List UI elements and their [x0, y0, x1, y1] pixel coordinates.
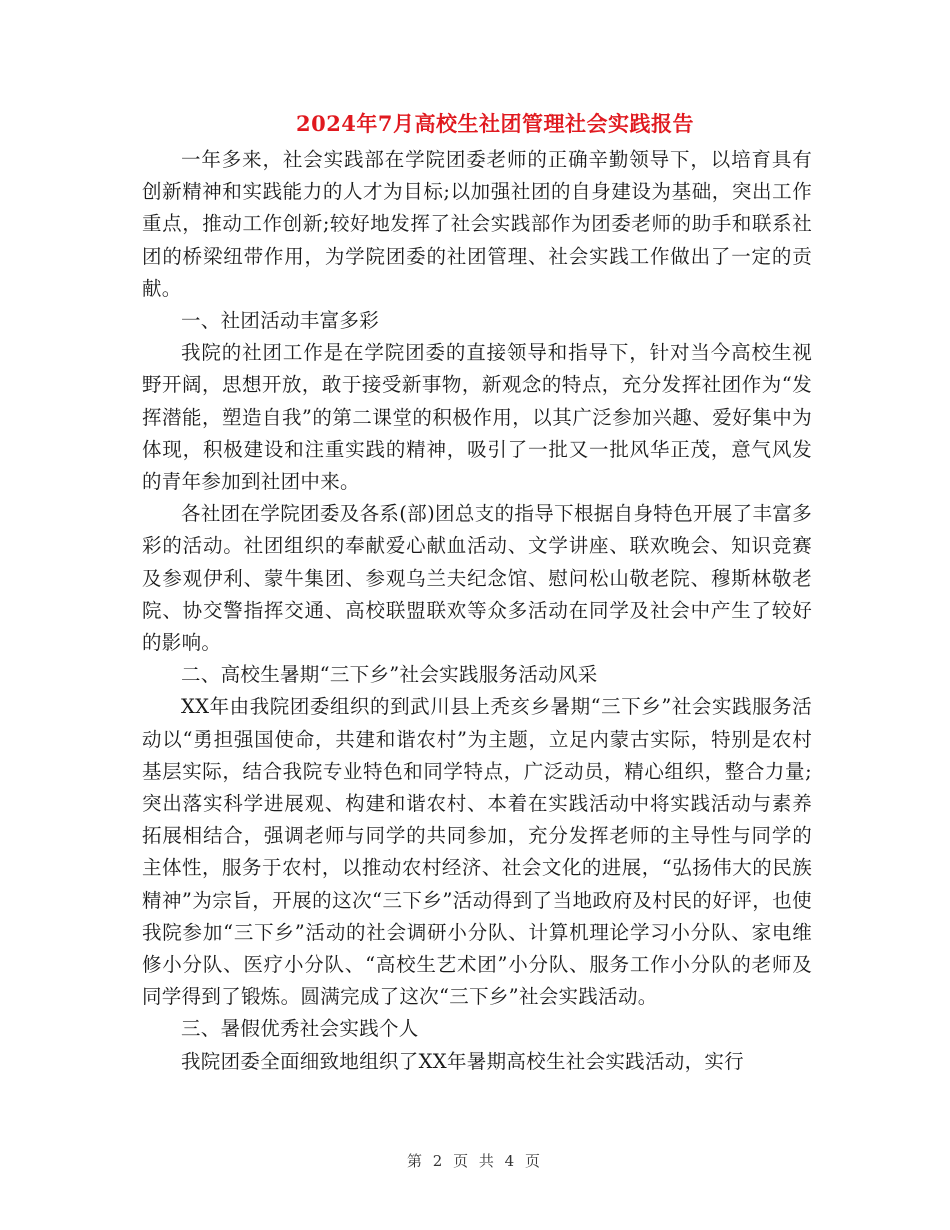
- document-title: 2024年7月高校生社团管理社会实践报告: [295, 111, 695, 136]
- document-body: [142, 144, 812, 1078]
- section-heading-1: 一、社团活动丰富多彩: [181, 309, 380, 333]
- paragraph-section-2: XX年由我院团委组织的到武川县上秃亥乡暑期“三下乡”社会实践服务活动以“勇担强国使命，共建和谐农村”为主题，立足内蒙古实际，特别是农村基层实际，结合我院专业特色和同学特点，广泛动员，精心组织，整合力量;突出落实科学进展观、构建和谐农村、本着在实践活动中将实践活动与素养拓展相结合，强调老师与同学的共同参加，充分发挥老师的主导性与同学的主体性，服务于农村，以推动农村经济、社会文化的进展，“弘扬伟大的民族精神”为宗旨，开展的这次“三下乡”活动得到了当地政府及村民的好评，也使我院参加“三下乡”活动的社会调研小分队、计算机理论学习小分队、家电维修小分队、医疗小分队、“高校生艺术团”小分队、服务工作小分队的老师及同学得到了锻炼。圆满完成了这次“三下乡”社会实践活动。: [142, 695, 812, 1009]
- paragraph-intro: 一年多来，社会实践部在学院团委老师的正确辛勤领导下，以培育具有创新精神和实践能力的人才为目标;以加强社团的自身建设为基础，突出工作重点，推动工作创新;较好地发挥了社会实践部作为团委老师的助手和联系社团的桥梁纽带作用，为学院团委的社团管理、社会实践工作做出了一定的贡献。: [142, 148, 812, 300]
- paragraph-section-1b: 各社团在学院团委及各系(部)团总支的指导下根据自身特色开展了丰富多彩的活动。社团组织的奉献爱心献血活动、文学讲座、联欢晚会、知识竞赛及参观伊利、蒙牛集团、参观乌兰夫纪念馆、慰问松山敬老院、穆斯林敬老院、协交警指挥交通、高校联盟联欢等众多活动在同学及社会中产生了较好的影响。: [142, 502, 812, 655]
- section-heading-3: 三、暑假优秀社会实践个人: [181, 1017, 419, 1041]
- page-number-footer: 第 2 页 共 4 页: [407, 1152, 543, 1170]
- paragraph-section-1a: 我院的社团工作是在学院团委的直接领导和指导下，针对当今高校生视野开阔，思想开放，敢于接受新事物，新观念的特点，充分发挥社团作为“发挥潜能，塑造自我”的第二课堂的积极作用，以其广泛参加兴趣、爱好集中为体现，积极建设和注重实践的精神，吸引了一批又一批风华正茂，意气风发的青年参加到社团中来。: [142, 341, 812, 494]
- paragraph-section-3: 我院团委全面细致地组织了XX年暑期高校生社会实践活动，实行: [181, 1049, 744, 1073]
- section-heading-2: 二、高校生暑期“三下乡”社会实践服务活动风采: [181, 663, 598, 687]
